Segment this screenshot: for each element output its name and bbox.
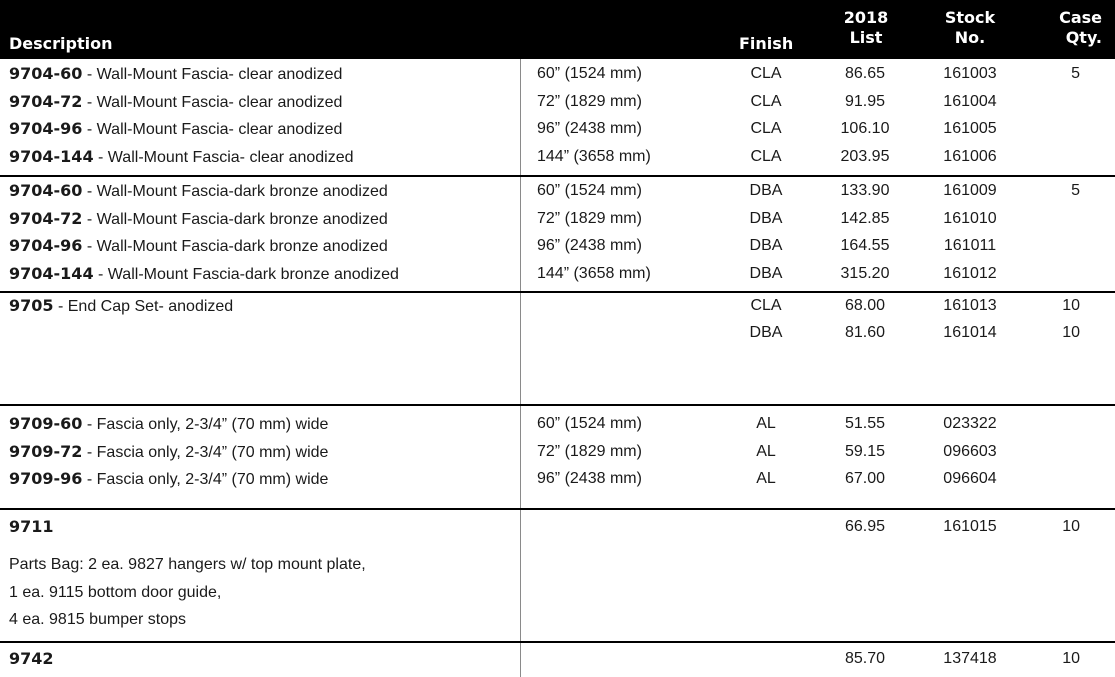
- row-length: 60” (1524 mm): [537, 65, 642, 82]
- part-number: 9704-72: [9, 92, 83, 111]
- header-finish: Finish: [739, 34, 794, 53]
- row-list-price: 81.60: [844, 324, 886, 341]
- row-stock-no: 161009: [943, 182, 997, 199]
- part-number: 9742: [9, 649, 54, 668]
- part-description: - Wall-Mount Fascia- clear anodized: [93, 149, 354, 166]
- row-finish: CLA: [750, 65, 782, 82]
- parts-bag-line: 4 ea. 9815 bumper stops: [9, 611, 187, 628]
- row-description: [9, 181, 388, 202]
- row-list-price: 203.95: [840, 148, 890, 165]
- part-description: - Wall-Mount Fascia-dark bronze anodized: [82, 238, 388, 255]
- row-finish: CLA: [750, 148, 782, 165]
- row-description: [9, 119, 342, 140]
- row-length: 96” (2438 mm): [537, 470, 642, 487]
- row-list-price: 86.65: [844, 65, 886, 82]
- part-description: - End Cap Set- anodized: [53, 298, 234, 315]
- row-list-price: 106.10: [840, 120, 890, 137]
- row-description: [9, 92, 342, 113]
- row-stock-no: 161006: [943, 148, 997, 165]
- row-finish: CLA: [750, 93, 782, 110]
- part-description: - Fascia only, 2-3/4” (70 mm) wide: [82, 471, 329, 488]
- part-number: 9709-60: [9, 414, 83, 433]
- part-number: 9704-60: [9, 64, 83, 83]
- part-number: 9711: [9, 517, 54, 536]
- row-description: [9, 649, 54, 670]
- part-number: 9704-96: [9, 236, 83, 255]
- row-length: 72” (1829 mm): [537, 210, 642, 227]
- row-list-price: 91.95: [844, 93, 886, 110]
- part-description: - Fascia only, 2-3/4” (70 mm) wide: [82, 416, 329, 433]
- part-number: 9704-72: [9, 209, 83, 228]
- row-case-qty: 10: [1062, 324, 1080, 341]
- row-case-qty: 5: [1071, 182, 1080, 199]
- row-length: 72” (1829 mm): [537, 93, 642, 110]
- row-description: [9, 469, 328, 490]
- row-stock-no: 161010: [943, 210, 997, 227]
- part-number: 9709-72: [9, 442, 83, 461]
- parts-bag-line: Parts Bag: 2 ea. 9827 hangers w/ top mount plate,: [9, 556, 366, 573]
- row-description: [9, 209, 388, 230]
- row-stock-no: 161012: [943, 265, 997, 282]
- row-list-price: 67.00: [844, 470, 886, 487]
- row-finish: CLA: [750, 120, 782, 137]
- group-divider: [0, 175, 1115, 177]
- part-description: - Wall-Mount Fascia-dark bronze anodized: [93, 266, 399, 283]
- group-divider: [0, 404, 1115, 406]
- part-description: - Wall-Mount Fascia-dark bronze anodized: [82, 183, 388, 200]
- row-stock-no: 023322: [943, 415, 997, 432]
- row-length: 144” (3658 mm): [537, 148, 651, 165]
- row-length: 96” (2438 mm): [537, 237, 642, 254]
- row-length: 144” (3658 mm): [537, 265, 651, 282]
- part-number: 9704-144: [9, 147, 94, 166]
- row-finish: CLA: [750, 297, 782, 314]
- row-stock-no: 161013: [943, 297, 997, 314]
- part-number: 9704-144: [9, 264, 94, 283]
- part-description: - Wall-Mount Fascia- clear anodized: [82, 121, 343, 138]
- column-divider: [520, 59, 521, 677]
- table-header: [0, 0, 1115, 59]
- row-list-price: 68.00: [844, 297, 886, 314]
- header-description: Description: [9, 34, 113, 53]
- part-number: 9709-96: [9, 469, 83, 488]
- row-description: [9, 147, 354, 168]
- header-stock-no: Stock No.: [944, 8, 996, 47]
- part-description: - Fascia only, 2-3/4” (70 mm) wide: [82, 444, 329, 461]
- row-finish: DBA: [749, 265, 783, 282]
- row-list-price: 66.95: [844, 518, 886, 535]
- part-number: 9704-60: [9, 181, 83, 200]
- row-stock-no: 161005: [943, 120, 997, 137]
- row-stock-no: 096603: [943, 443, 997, 460]
- row-description: [9, 236, 388, 257]
- row-stock-no: 096604: [943, 470, 997, 487]
- part-number: 9704-96: [9, 119, 83, 138]
- row-finish: DBA: [749, 237, 783, 254]
- part-description: - Wall-Mount Fascia-dark bronze anodized: [82, 211, 388, 228]
- part-description: - Wall-Mount Fascia- clear anodized: [82, 66, 343, 83]
- row-list-price: 142.85: [840, 210, 890, 227]
- row-stock-no: 161014: [943, 324, 997, 341]
- row-finish: DBA: [749, 182, 783, 199]
- header-list: 2018 List: [843, 8, 889, 47]
- row-list-price: 85.70: [844, 650, 886, 667]
- row-length: 96” (2438 mm): [537, 120, 642, 137]
- row-list-price: 51.55: [844, 415, 886, 432]
- row-finish: DBA: [749, 210, 783, 227]
- group-divider: [0, 641, 1115, 643]
- row-case-qty: 10: [1062, 518, 1080, 535]
- row-description: [9, 264, 399, 285]
- row-stock-no: 161003: [943, 65, 997, 82]
- part-description: - Wall-Mount Fascia- clear anodized: [82, 94, 343, 111]
- row-description: [9, 414, 328, 435]
- row-description: [9, 442, 328, 463]
- row-case-qty: 5: [1071, 65, 1080, 82]
- parts-bag-line: 1 ea. 9115 bottom door guide,: [9, 584, 222, 601]
- row-stock-no: 161011: [943, 237, 997, 254]
- row-length: 60” (1524 mm): [537, 182, 642, 199]
- row-list-price: 315.20: [840, 265, 890, 282]
- row-finish: AL: [756, 443, 776, 460]
- group-divider: [0, 291, 1115, 293]
- row-stock-no: 137418: [943, 650, 997, 667]
- row-case-qty: 10: [1062, 297, 1080, 314]
- row-list-price: 133.90: [840, 182, 890, 199]
- row-finish: AL: [756, 470, 776, 487]
- row-length: 60” (1524 mm): [537, 415, 642, 432]
- group-divider: [0, 508, 1115, 510]
- row-description: [9, 517, 54, 538]
- row-list-price: 59.15: [844, 443, 886, 460]
- row-case-qty: 10: [1062, 650, 1080, 667]
- row-description: [9, 64, 342, 85]
- part-number: 9705: [9, 296, 54, 315]
- row-finish: AL: [756, 415, 776, 432]
- row-list-price: 164.55: [840, 237, 890, 254]
- header-case-qty: Case Qty.: [1059, 8, 1102, 47]
- row-length: 72” (1829 mm): [537, 443, 642, 460]
- row-description: [9, 296, 233, 317]
- row-finish: DBA: [749, 324, 783, 341]
- row-stock-no: 161015: [943, 518, 997, 535]
- row-stock-no: 161004: [943, 93, 997, 110]
